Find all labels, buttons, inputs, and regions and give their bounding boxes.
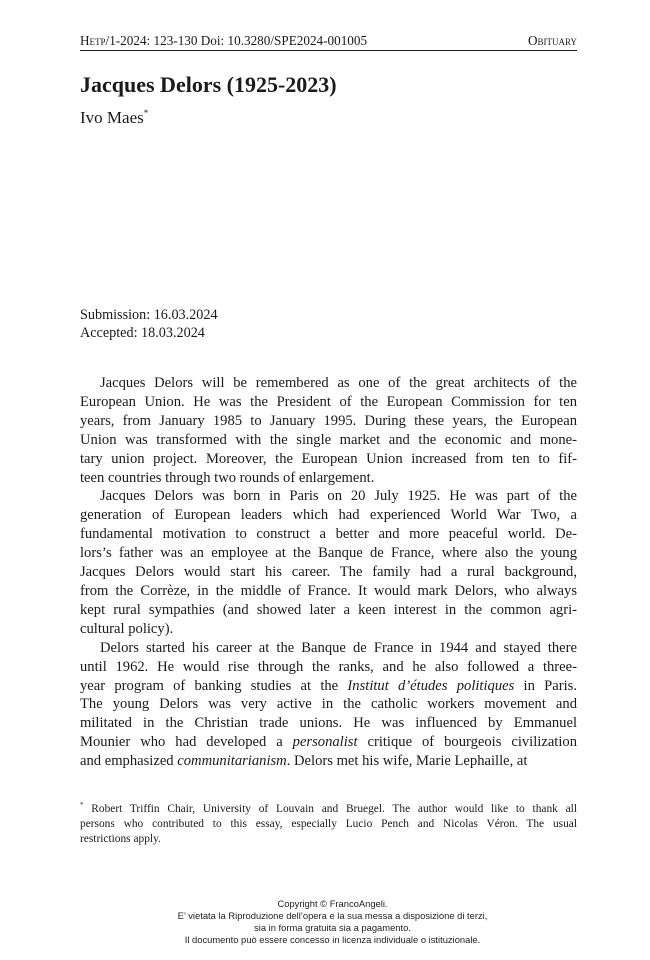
body-line: fundamental motivation to construct a better and more peaceful world. De- <box>80 526 577 543</box>
footnote-line <box>80 802 577 817</box>
body-text-segment: and emphasized <box>80 753 178 770</box>
body-text-segment: critique of bourgeois civilization <box>357 734 577 751</box>
copyright-line: Copyright © FrancoAngeli. <box>277 898 388 909</box>
body-line: years, from January 1985 to January 1995. During these years, the European <box>80 412 577 429</box>
body-line: kept rural sympathies (and showed later a keen interest in the common agri- <box>80 601 577 618</box>
accepted-date: Accepted: 18.03.2024 <box>80 325 205 341</box>
body-line: from the Corrèze, in the middle of France. It would mark Delors, who always <box>80 582 577 599</box>
body-line: militated in the Christian trade unions. He was influenced by Emmanuel <box>80 715 577 732</box>
body-line: Union was transformed with the single market and the economic and mone- <box>80 431 577 448</box>
article-title: Jacques Delors (1925-2023) <box>80 72 337 97</box>
body-line: lors’s father was an employee at the Banque de France, where also the young <box>80 545 577 562</box>
copyright-line: E’ vietata la Riproduzione dell’opera e la sua messa a disposizione di terzi, <box>177 909 488 921</box>
author-footnote <box>80 802 577 847</box>
italic-term: communitarianism <box>177 753 287 770</box>
body-line: Jacques Delors would start his career. The family had a rural background, <box>80 564 577 581</box>
copyright-line: Il documento può essere concesso in licenza individuale o istituzionale. <box>184 933 481 945</box>
body-line: Jacques Delors will be remembered as one of the great architects of the <box>100 375 577 391</box>
body-text-segment: year program of banking studies at the <box>80 677 348 694</box>
body-line: Delors started his career at the Banque de France in 1944 and stayed there <box>100 639 577 656</box>
journal-citation <box>80 33 367 49</box>
footnote-line: persons who contributed to this essay, especially Lucio Pench and Nicolas Véron. The usual <box>80 818 577 830</box>
footnote-mark: * <box>80 801 84 809</box>
body-text-segment: in Paris. <box>514 677 577 694</box>
journal-name: Hetp <box>80 33 106 48</box>
body-line: Jacques Delors was born in Paris on 20 July 1925. He was part of the <box>100 488 577 505</box>
section-label: Obituary <box>527 33 577 48</box>
italic-term: Institut d’études politiques <box>347 677 515 694</box>
author-footnote-mark: * <box>143 108 149 118</box>
copyright-notice <box>100 898 565 946</box>
copyright-line: sia in forma gratuita sia a pagamento. <box>254 921 411 933</box>
citation-doi: /1-2024: 123-130 Doi: 10.3280/SPE2024-001005 <box>105 33 368 48</box>
article-dates <box>80 306 218 342</box>
body-line <box>80 733 577 752</box>
body-text-segment: Mounier who had developed a <box>80 734 293 751</box>
body-line: The young Delors was very active in the catholic workers movement and <box>80 696 577 713</box>
body-text-segment: . Delors met his wife, Marie Lephaille, at <box>286 753 528 770</box>
body-line: tary union project. Moreover, the European Union increased from ten to fif- <box>80 450 577 467</box>
body-line <box>80 677 577 696</box>
body-paragraph <box>80 374 577 487</box>
italic-term: personalist <box>292 734 358 751</box>
footnote-text: Robert Triffin Chair, University of Louvain and Bruegel. The author would like to thank all <box>83 803 577 815</box>
body-line <box>80 752 577 771</box>
header-rule <box>80 50 577 51</box>
body-paragraph <box>80 639 577 771</box>
author-name: Ivo Maes <box>80 108 144 127</box>
body-paragraph <box>80 487 577 638</box>
footnote-line: restrictions apply. <box>80 833 161 845</box>
body-line: generation of European leaders which had experienced World War Two, a <box>80 507 577 524</box>
body-line: until 1962. He would rise through the ranks, and he also followed a three- <box>80 658 577 675</box>
body-line: teen countries through two rounds of enlargement. <box>80 469 375 486</box>
submission-date: Submission: 16.03.2024 <box>80 307 218 323</box>
body-line: cultural policy). <box>80 620 174 637</box>
body-line: European Union. He was the President of the European Commission for ten <box>80 393 577 410</box>
author-line <box>80 108 148 128</box>
article-body <box>80 374 577 771</box>
